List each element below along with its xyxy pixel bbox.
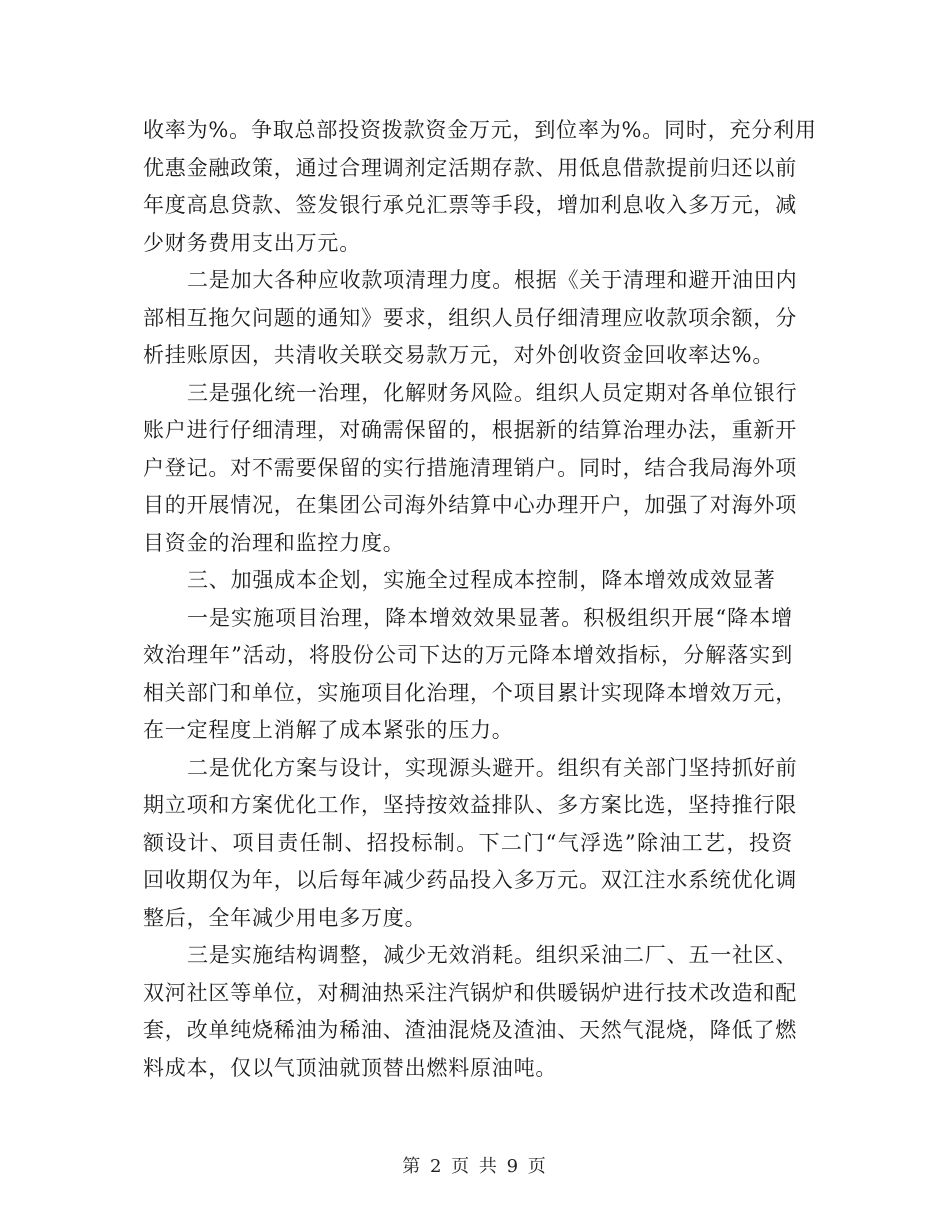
paragraph <box>143 112 817 262</box>
paragraph <box>143 375 798 563</box>
paragraph <box>143 750 798 938</box>
paragraph <box>143 562 793 600</box>
text-line: 整后，全年减少用电多万度。 <box>143 905 427 930</box>
text-line: 双河社区等单位，对稠油热采注汽锅炉和供暖锅炉进行技术改造和配 <box>143 980 797 1005</box>
text-line: 料成本，仅以气顶油就顶替出燃料原油吨。 <box>143 1055 558 1080</box>
text-line: 二是优化方案与设计，实现源头避开。组织有关部门坚持抓好前 <box>187 755 798 780</box>
text-line: 账户进行仔细清理，对确需保留的，根据新的结算治理办法，重新开 <box>143 418 797 442</box>
document-body <box>143 112 817 1087</box>
text-line: 年度高息贷款、签发银行承兑汇票等手段，增加利息收入多万元，减 <box>143 193 797 217</box>
page-footer: 第 2 页 共 9 页 <box>402 1156 548 1177</box>
text-line: 目的开展情况，在集团公司海外结算中心办理开户，加强了对海外项 <box>143 493 797 517</box>
text-line: 期立项和方案优化工作，坚持按效益排队、多方案比选，坚持推行限 <box>143 793 797 817</box>
paragraph <box>143 937 798 1087</box>
text-line: 目资金的治理和监控力度。 <box>143 530 405 555</box>
text-line: 一是实施项目治理，降本增效效果显著。积极组织开展“降本增 <box>187 605 793 630</box>
text-line: 收率为%。争取总部投资拨款资金万元，到位率为%。同时，充分利用 <box>143 118 817 142</box>
text-line: 优惠金融政策，通过合理调剂定活期存款、用低息借款提前归还以前 <box>143 155 797 180</box>
text-line: 三是实施结构调整，减少无效消耗。组织采油二厂、五一社区、 <box>187 943 798 967</box>
paragraph <box>143 262 798 375</box>
text-line: 效治理年”活动，将股份公司下达的万元降本增效指标，分解落实到 <box>143 643 793 667</box>
text-line: 回收期仅为年，以后每年减少药品投入多万元。双江注水系统优化调 <box>143 868 797 892</box>
text-line: 在一定程度上消解了成本紧张的压力。 <box>143 718 514 742</box>
text-line: 三、加强成本企划，实施全过程成本控制，降本增效成效显著 <box>187 568 776 592</box>
text-line: 二是加大各种应收款项清理力度。根据《关于清理和避开油田内 <box>187 268 798 292</box>
text-line: 相关部门和单位，实施项目化治理，个项目累计实现降本增效万元， <box>143 680 797 705</box>
text-line: 析挂账原因，共清收关联交易款万元，对外创收资金回收率达%。 <box>143 343 775 367</box>
text-line: 三是强化统一治理，化解财务风险。组织人员定期对各单位银行 <box>187 380 798 405</box>
paragraph <box>143 600 797 750</box>
text-line: 套，改单纯烧稀油为稀油、渣油混烧及渣油、天然气混烧，降低了燃 <box>143 1018 797 1042</box>
text-line: 部相互拖欠问题的通知》要求，组织人员仔细清理应收款项余额，分 <box>143 305 797 330</box>
text-line: 少财务费用支出万元。 <box>143 230 361 255</box>
text-line: 户登记。对不需要保留的实行措施清理销户。同时，结合我局海外项 <box>143 455 797 480</box>
text-line: 额设计、项目责任制、招投标制。下二门“气浮选”除油工艺，投资 <box>143 830 793 855</box>
